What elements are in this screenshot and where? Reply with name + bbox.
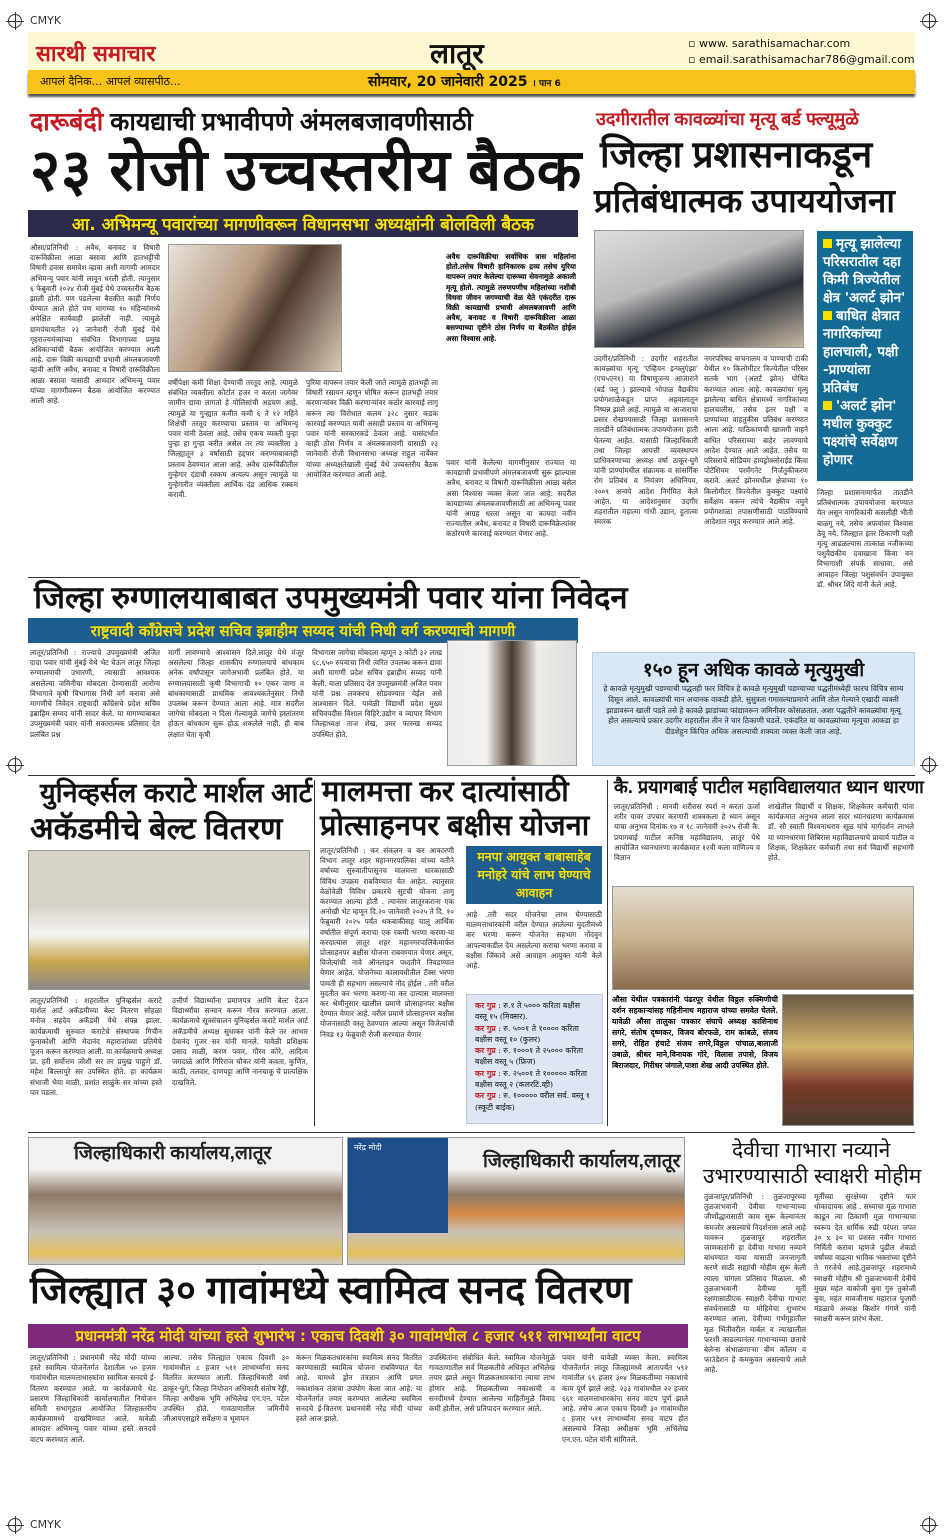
registration-mark-icon <box>8 1518 22 1532</box>
issue-date: सोमवार, 20 जानेवारी 2025 । पान 6 <box>368 74 561 90</box>
svamitva-col-1: लातूर/प्रतिनिधी : प्रधानमंत्री नरेंद्र मोदी यांच्या हस्ते स्वामित्व योजनेंतर्गत देशातील ५० हजार गावांमधील मालमत्ताधारकांना स्वामित्व सनदचे ई-वितरण करण्यात आले. या कार्यक्रमाचे थेट प्रसारण जिल्हाधिकारी कार्यालयातील नियोजन समिती सभागृहात आयोजित जिल्हास्तरीय कार्यक्रमामध्ये दाखविण्यात आले. यावेळी आमदार अभिमन्यू पवार यांच्या हस्ते सनदचे वाटप करण्यात आले. <box>30 1353 156 1444</box>
tax-group-item: कर गुप्र : रु.१ ते ५००० करिता बक्षीस वस्तू १५ (मिक्सर). <box>475 1001 581 1022</box>
karate-headline-2: अकॅडमीचे बेल्ट वितरण <box>30 811 283 846</box>
svamitva-col-4: उपस्थितांना संबोधित केले. स्वामित्व योजनेमुळे गावठाणातील सर्व मिळकतींचे अधिकृत अभिलेख तयार झाले असून मिळकतधारकांना त्याचा लाभ होणार आहे. मिळकतीच्या नकाशाची व सनदीमध्ये देण्यात आलेल्या माहितीमुळे विवाद कमी होतील, असे प्रतिपादन करण्यात आले. <box>429 1353 555 1414</box>
karate-col-2: उत्तीर्ण विद्यार्थ्यांना प्रमाणपत्र आणि बेल्ट देऊन विद्यार्थ्यांचा सन्मान करून गौरव करण्यात आला. कार्यक्रमाचे सूत्रसंचालन युनिव्हर्सल कराटे मार्शल आर्ट अकॅडमीचे अध्यक्ष सुधाकर यांनी केले तर आभार देवानंद गुजर सर यांनी मानले. यावेळी प्रशिक्षक प्रसाद माळी, करण पवार, गौरव कोरे, आदित्य जगदाळे आणि गिरिराज चौकर यांनी कवता, कुणिंत, काठी, तलवार, दाणपट्टा आणि नानचाकू चे प्रात्यक्षिक दाखविले. <box>172 996 308 1087</box>
registration-mark-icon <box>8 14 22 28</box>
liquor-kicker: दारूबंदी कायद्याची प्रभावीपणे अंमलबजावणीसाठी <box>30 108 473 136</box>
tax-group-item: कर गुप्र : रु. १००००० वरील सर्व. वस्तू १ (स्कूटी बाईक) <box>475 1091 590 1112</box>
registration-mark-icon <box>922 758 936 772</box>
tax-callout-box: मनपा आयुक्त बाबासाहेब मनोहरे यांचे लाभ घेण्याचे आवाहन <box>466 846 602 904</box>
crow-box-headline: १५० हून अधिक कावळे मृत्युमुखी <box>642 660 865 681</box>
tax-col-1: लातूर/प्रतिनिधी : कर संकलन व कर आकारणी विभाग लातूर शहर महानगरपालिका यांच्या वतीने वर्षाच्या सुरुवातीपासूनच मालमत्ता धारकासाठी विविध उपक्रम राबविण्यात येत आहेत. त्यानुसार वेळोवेळी विविध प्रकारचे सुटची योजना लागू करण्यात आल्या होती . त्यानंतर लातूरकराना एक अनोखी भेट म्हणून दि.२० जानेवारी २०२५ ते दि. १० फेब्रुवारी २०२५ पर्यंत थकबाकीसह चालू आर्थिक वर्षातील संपूर्ण कराचा एक रकमी भरणा करणा-या करदात्यास लातूर शहर महानगरपालिकेमार्फत प्रोत्साहनपर बक्षीस योजना राबवण्यात येणार असून, विजेत्यांची नावे ऑनलाइन पध्दतीने निवडण्यात येणार आहेत. योजनेच्या कालावधीतील टॅक्स भरणा पावती ही सहभाग असल्याचे नोंद होईल . तरी वरील मुदतीत कर भरणा करणा-या कर दात्यास मालमत्ता कर श्रेणीनुसार खालील प्रमाणे प्रोत्साहनपर बक्षीस देण्यात येणार आहे. वरील प्रमाणे प्रोत्साहनपर बक्षीस योजनासाठी वस्तू ठेवण्यात आल्या असून विजेत्यांची निवड १३ फेब्रुवारी रोजी करण्यात येणार <box>320 846 454 1039</box>
photo-banner-text: जिल्हाधिकारी कार्यालय,लातूर <box>483 1151 681 1172</box>
divider <box>28 1132 915 1133</box>
tax-headline-2: प्रोत्साहनपर बक्षीस योजना <box>320 810 590 842</box>
column-divider <box>314 780 315 1126</box>
temple-col-1: तुळजापूर/प्रतिनिधी : तुळजापूरच्या तुळजाभवानी देवीचा गाभाऱ्याच्या जीर्णोद्धारासाठी काम सुरू केल्यानंतर कमजोर असल्याचे निदर्शनास आले आहे यावरून तुळजापूर शहरातील जाणकारांनी हा देवीचा गाभारा नव्याने बांधण्यात यावा यासाठी जनजागृती करणे साठी सह्यांची मोहीम सुरू केली त्याला चांगला प्रतिसाद मिळाला. श्री तुळजाभवानी देवीच्या मूर्ती रक्षणासाठीएक स्वाक्षरी देवीचा गाभारा संवर्धनासाठी या मोहिमेचा शुभारंभ करण्यात आला. देवीच्या गर्भगृहातील मूळ भिंतीवरील मार्बल व त्याखालील फरशी काढल्यानंतर गाभाऱ्याच्या छताचे बेलेन्स संभाळणाऱ्या बीम कॉलम व फाउंडेशन हे कमकुवत असल्याचे आले आहे. <box>704 1192 806 1375</box>
crow-col-1: उदगीर/प्रतिनिधी : उदगीर शहरातील कावळ्यांचा मृत्यू 'एव्हियन इन्फ्लुएंझा' (एच५एन१) या विषाणूजन्य आजाराने (बर्ड फ्लू ) झाल्याचे भोपाळ वैद्यकीय प्रयोगशाळेकडून प्राप्त अहवालातून निष्पन्न झाले आहे. त्यामुळे या आजाराचा प्रसार रोखण्यासाठी जिल्हा प्रशासनाने तातडीने प्रतिबंधात्मक उपाययोजना हाती घेतल्या आहेत. यासाठी जिल्हाधिकारी तथा जिल्हा आपत्ती व्यवस्थापन प्राधिकरणाच्या अध्यक्ष वर्षा ठाकूर-घुगे यांनी प्राण्यांमधील संक्रामक व सांसर्गिक रोग प्रतिबंध व नियंत्रण अधिनियम, २००९ अन्वये आदेश निर्गमित केले आहेत. या आदेशानुसार उदगीर शहरातील महात्मा गांधी उद्यान, हुतात्मा स्मारक <box>594 354 698 527</box>
svamitva-col-5: पवार यांनी यावेळी व्यक्त केला. स्वामित्व योजनेंतर्गत लातूर जिल्ह्यामध्ये आतापर्यंत ५९२ गावांतील ६९ हजार ३०४ मिळकतींच्या नकाशाचे काम पूर्ण झाले आहे. २३३ गावांमधील २२ हजार ६६१ मालमत्ताधारकांना सनद वाटप पूर्ण झाले आहे. तसेच आज एकाच दिवशी ३० गावांमधील ८ हजार ५११ लाभार्थ्यांना सनद वाटप होत असल्याचे जिल्हा अधीक्षक भूमि अभिलेख एन.एन. पटेल यांनी सांगितले. <box>562 1353 688 1444</box>
tax-group-item: कर गुप्र : रु. ५००१ ते १०००० करिता बक्षीस वस्तू १० (कुलर) <box>475 1023 579 1044</box>
karate-headline-1: युनिव्हर्सल कराटे मार्शल आर्ट <box>40 778 313 808</box>
photo-banner-text: जिल्हाधिकारी कार्यालय,लातूर <box>74 1143 272 1164</box>
college-col-2: शाखेतील विद्यार्थी व शिक्षक, शिक्षकेतर कर्मचारी यांना कार्यक्रमात अनुभव आला सदर ध्यानधारणा कार्यक्रमास डॉ. सौ स्वाती विश्वनाथराव सूळ यांचे मार्गदर्शन लाभले या ध्यानधारणा शिबिरास महाविद्यालयाचे प्राचार्य पाटील व शिक्षक, शिक्षकेतर कर्मचारी तथा सर्व विद्यार्थी सहभागी होते. <box>768 802 914 863</box>
hospital-photo <box>447 640 577 766</box>
email-link[interactable]: email.sarathisamachar786@gmail.com <box>698 53 915 66</box>
liquor-subhead: आ. अभिमन्यू पवारांच्या मागणीवरून विधानसभा अध्यक्षांनी बोलविली बैठक <box>28 210 578 237</box>
cmyk-mark-top: CMYK <box>30 14 62 27</box>
svamitva-col-2: आल्या. तसेच जिल्ह्यात एकाच दिवशी ३० गावांमधील ८ हजार ५११ लाभार्थ्यांना सनद वितरित करण्यात आली. जिल्हाधिकारी वर्षा ठाकूर-घुगे, जिल्हा नियोजन अधिकारी संतोष रेड्डी, जिल्हा अधीक्षक भूमि अभिलेख एन.एन. पटेल उपस्थित होते. गावठाणातील जमिनींचे जीआयएसद्वारे सर्वेक्षण व भूमापन <box>163 1353 289 1424</box>
hospital-col-3: विभागास जागेचा मोबदला म्हणून ३ कोटी ३२ लाख ६८,६५० रुपयाचा निधी त्वरित उपलब्ध करून द्यावा अशी मागणी प्रदेश सचिव इब्राहीम सय्यद यांनी केली. याला प्रतिसाद देत उपमुख्यमंत्री अजित पवार यांनी प्रश्न लवकरच सोडवण्यात येईल असे आश्वासन दिले. यावेळी विद्यार्थी प्रदेश मुख्य सचिवपदीस विशाल विहिरे,उद्योग व व्यापार विभाग जिल्हाध्यक्ष ताज शेख, उमर फारुख सय्यद उपस्थित होते. <box>312 648 442 739</box>
college-photo <box>612 886 914 990</box>
svamitva-subhead: प्रधानमंत्री नरेंद्र मोदी यांच्या हस्ते शुभारंभ : एकाच दिवशी ३० गावांमधील ८ हजार ५११ लाभार्थ्यांना वाटप <box>28 1324 688 1348</box>
karate-col-1: लातूर/प्रतिनिधी : शहरातील युनिव्हर्सल कराटे मार्शल आर्ट अकॅडमीच्या बेल्ट वितरण सोहळा मनोज सहदेव अकॅडमी येथे संपन्न झाला. कार्यक्रमाची सुरुवात कराटेचे संस्थापक गिचीन फुनाकोशी आणि मेदानंद महाराजांच्या प्रतिमेचे पूजन करून करण्यात आली. या कार्यक्रमाचे अध्यक्ष प्रा. हरी सर्वोत्तम जोशी सर तर प्रमुख पाहुणे डॉ. महेश बिल्लापुरे सर उपस्थित होते. हा कार्यक्रम संभाजी भैया माळी, प्रशांत साळुंके सर यांच्या हस्ते पार पडला. <box>30 996 162 1097</box>
crow-headline-1: जिल्हा प्रशासनाकडून <box>600 134 873 175</box>
tax-group-item: कर गुप्र : रु. १०००१ ते २५००० करिता बक्षीस वस्तू ५ (फ्रिज) <box>475 1046 584 1067</box>
svamitva-col-3: करून मिळकतधारकांना स्वामित्व सनद वितरित करण्यासाठी स्वामित्व योजना राबविण्यात येत आहे. यामध्ये ड्रोन तंत्रज्ञान आणि प्रगत नकाशांकन तंत्राचा उपयोग केला जात आहे. या योजनेंतर्गत तयार करण्यात आलेल्या स्वामित्व सनदचे ई-वितरण प्रधानमंत्री नरेंद्र मोदी यांच्या हस्ते आज झाले. <box>296 1353 422 1424</box>
newspaper-logo: सारथी समाचार <box>36 41 156 67</box>
column-divider <box>607 780 608 1126</box>
highlight-item: मृत्यू झालेल्या परिसरातील दहा किमी त्रिज्येतील क्षेत्र 'अलर्ट झोन' <box>823 236 906 306</box>
temple-headline-2: उभारण्यासाठी स्वाक्षरी मोहीम <box>703 1165 922 1188</box>
liquor-col-3: पुरिया वापरून तयार केली जाते त्यामुळे हातभट्टी ला विषारी रसायन म्हणून घोषित करून हातभट्टी तयार करणाऱ्यांवर विक्री करणाऱ्यांवर कठोर कारवाई लागू करून त्या विरोधात कलम ३२८ नुसार कडक कारवाई करण्यात यावी असाही प्रस्ताव या अभिमन्यू पवार यांनी सरकारकडे ठेवला आहे. यासंदर्भात काही ठोस निर्णय व अंमलबजावणी यासाठी २३ जानेवारी रोजी विधानसभा अध्यक्ष राहुल नार्वेकर यांच्या अध्यक्षतेखाली मुंबई येथे उच्चस्तरीय बैठक आयोजित करण्यात आली आहे. <box>306 378 438 479</box>
svamitva-headline: जिल्ह्यात ३० गावांमध्ये स्वामित्व सनद वितरण <box>30 1270 632 1312</box>
hospital-col-2: मार्गी लावण्याचे आश्वासन दिले.लातूर येथे मंजूर असलेल्या जिल्हा शासकीय रुग्णालयाचे बांधकाम अनेक वर्षांपासून जागेअभावी प्रलंबित होते. या रुग्णालयासाठी कृषी विभागाची १० एकर जागा व बांधकामासाठी प्राथमिक आवश्यकतेनुसार निधी उपलब्ध करून देण्यात आला आहे. मात्र सदरील जागेचा मोबदला न दिला गेल्यामुळे जागेचे हस्तांतरण होऊन बांधकाम सुरू होऊ शकलेले नाही. ही बाब लक्षात घेता कृषी <box>168 648 304 739</box>
crow-headline-2: प्रतिबंधात्मक उपाययोजना <box>594 182 895 219</box>
highlight-item: 'अलर्ट झोन' मधील कुक्कुट पक्ष्यांचे सर्वेक्षण होणार <box>823 398 898 468</box>
tax-group-item: कर गुप्र : रु. २५००१ ते १००००० करिता बक्षीस वस्तू २ (कलरटि.व्ही) <box>475 1068 588 1090</box>
crow-highlights-box <box>817 231 913 481</box>
hospital-headline: जिल्हा रुग्णालयाबाबत उपमुख्यमंत्री पवार यांना निवेदन <box>34 580 628 615</box>
liquor-headline: २३ रोजी उच्चस्तरीय बैठक <box>30 138 583 203</box>
crow-col-2: नगरपरिषद वाचनालय व पाण्याची टाकी येथील १० किलोमीटर त्रिज्येतील परिसर सतर्क भाग (अलर्ट झोन) घोषित करण्यात आला आहे. कावळ्यांचा मृत्यू झालेल्या बाधित क्षेत्रामध्ये नागरिकांच्या हालचालीस, तसेच इतर पक्षी व प्राण्यांच्या वाहतुकीस प्रतिबंध करण्यात आला आहे. याठिकाणची खाजगी वाहने बाधित परिसराच्या बाहेर लावण्याचे आदेश देण्यात आले आहेत. तसेच या परिसराचे सोडियम हायड्रोक्लोराईड किंवा पोटॅशियम परमँगनेट निर्जंतुकीकरण करावे. अलर्ट झोनमधील क्षेत्राच्या १० किलोमीटर त्रिज्येतील कुक्कुट पक्ष्यांचे सर्वेक्षण करून त्यांचे वैद्यकीय नमुने प्रयोगशाळा तपासणीसाठी पाठविण्याचे आदेशात नमूद करण्यात आले आहे. <box>704 354 808 527</box>
liquor-col-2: वर्षीपेक्षा कमी शिक्षा देण्याची तरतूद आहे. त्यामुळे संबंधित व्यक्तीला कोर्टात हजर न करता जागेवर जामीन द्यावा लागतो हे पोलिसांची अडचण आहे. त्यामुळे या गुन्ह्यात कमीत कमी ६ ते १२ महिने शिक्षेची तरतूद करण्याचा प्रस्ताव या अभिमन्यू पवार यांनी ठेवला आहे. तसेच एकच व्यक्ती पुन्हा पुन्हा हा गुन्हा करीत असेल तर त्या व्यक्तीला ३ जिल्ह्यातून ३ वर्षांसाठी हद्दपार करण्याबाबतही प्रस्ताव ठेवण्यात आला आहे. अवैध दारूविक्रीतील गुन्हेगार दंडाची रक्कम अत्यल्प असून त्यामुळे या गुन्हेगारीत व्यक्तीला आर्थिक दंड आधिक रक्कम करावी. <box>168 378 298 500</box>
crow-photo <box>594 230 804 348</box>
highlight-item: बाधित क्षेत्रात नागरिकांच्या हालचाली, पक्षी -प्राण्यांला प्रतिबंध <box>823 308 900 396</box>
tax-headline-1: मालमत्ता कर दात्यांसाठी <box>322 776 569 808</box>
divider <box>28 577 580 578</box>
temple-visit-photo <box>782 994 914 1126</box>
temple-headline-1: देवीचा गाभारा नव्याने <box>732 1139 891 1162</box>
college-caption: औसा येथील पत्रकारांनी पंढरपूर येथील विठ्ठल रुक्मिणीची दर्शन सहकाऱ्यांसह गहिनीनाथ महाराज यांच्या समवेत घेतले. यावेळी औसा तालुका पत्रकार संघाचे अध्यक्ष काशिनाथ सगरे, संतोष दृष्णकर, विजय बोरफळे, राम कांबळे, संजय सगरे, रोहित हंचाटे संजय सगरे,विठ्ठल पांचाळ,बालाजी उबाळे, श्रीधर माने,विनायक गोरे, विलास तपासे, विजय बिराजदार, गिरीधर जंगाले,पाशा शेख आदी उपस्थित होते. <box>612 995 778 1070</box>
college-headline: कै. प्रयागबाई पाटील महाविद्यालयात ध्यान धारणा <box>614 777 924 797</box>
college-col-1: लातूर/प्रतिनिधी : मानवी शरीरास स्पर्श न करता ऊर्जा शरीर यावर उपचार करणारी शास्त्रकला हे ध्यान असून याचा अनुभव दिनांक १७ व १८ जानेवारी २०२५ रोजी कै. प्रयागबाई पाटील कनिष्ठ महाविद्यालय, लातूर येथे आयोजित ध्यानधारणा कार्यक्रमात १२वी कला वाणिज्य व विज्ञान <box>614 802 760 863</box>
photo-banner-text: नरेंद्र मोदी <box>354 1143 382 1152</box>
tax-col-2: आहे .तरी सदर योजनेचा लाभ घेण्यासाठी मालमत्ताधारकांनी वरील देण्यात आलेल्या मुदतीमध्ये कर भरणा करून योजनेत सहभाग नोंदवुन आपल्याकडील देय असलेल्या कराचा भरणा करावा व बक्षीस जिंकावे असे आवाहन आयुक्त यांनी केले आहे. <box>466 910 602 971</box>
temple-col-2: मूर्तीच्या सुरक्षेच्या दृष्टीने फार धोकादायक आहे . सध्याचा मूळ गाभारा काढून त्या ठिकाणी मूळ गाभाऱ्याचा स्वरूप देत धार्मिक रुढी परंपरा जपत ३० x ३० चा प्रशस्त नवीन गाभारा निर्मिती करावा म्हणजे पुढील शेकडो वर्षांच्या वाढत्या भाविक भक्तांच्या दृष्टीने ते गरजेचे आहे.तुळजापूर शहरामध्ये स्वाक्षरी मोहीम श्री तुळजाभवानी देवीचे मुख्य महंत वाकोजी बुवा गुरु तुकोजी बुवा, महंत मावजीनाथ महाराज पुजारी मंडळाचे अध्यक्ष किशोर गंगणे यांनी स्वाक्षरी करून प्रारंभ केला. <box>814 1192 916 1324</box>
svamitva-photo-2 <box>347 1137 685 1265</box>
liquor-col-4: अवैध दारूविक्रीचा सर्वाधिक त्रास महिलांना होतो.तसेच विषारी हानिकारक द्रव्य तसेच युरिया वापरून तयार केलेल्या दारूच्या सेवनामुळे अकाली मृत्यू होतो. त्यामुळे तरुणपणीच महिलांच्या नशीबी विधवा जीवन जगण्याची वेळ येते एकंदरीत दारू विक्री कायद्याची प्रभावी अंमलबजावणी आणि अवैध, बनावट व विषारी दारूविक्रीला आळा बसण्याच्या दृष्टीने ठोस निर्णय या बैठकीत होईल असा विश्वास आहे. <box>446 252 576 343</box>
crow-col-3: जिल्हा प्रशासनामार्फत तातडीने प्रतिबंधात्मक उपाययोजना करण्यात येत असून नागरिकांनी कसलीही भीती बाळगू नये, तसेच अफवांवर विश्वास ठेवू नये. जिल्ह्यात इतर ठिकाणी पक्षी मृत्यू आढळल्यास तात्काळ नजीकच्या पशुवैद्यकीय दवाखाना किंवा वन विभागाशी संपर्क साधावा, असे आवाहन जिल्हा पशुसंवर्धन उपायुक्त डॉ. श्रीधर शिंदे यांनी केले आहे. <box>817 488 913 589</box>
contact-info: ▫ www. sarathisamachar.com ▫ email.sarathisamachar786@gmail.com <box>688 37 915 66</box>
karate-photo <box>28 850 310 990</box>
liquor-col-1: औसा/प्रतिनिधी : अवैध, बनावट व विषारी दारूविक्रीला आळा बसावा आणि हातभट्टीची विषारी द्रवास समावेश व्हावा अशी मागणी आमदार अभिमन्यू पवार यांनी लावून धरली होती. त्यानुसार ६ फेब्रुवारी २०२४ रोजी मुंबई येथे उच्चस्तरीय बैठक झाली होती. पण पडलेल्या बैठकीत काही निर्णय घेण्यात आले होते पण मागच्या १० महिन्यांमध्ये अपेक्षित कार्यवाही झालेली नाही. त्यामुळे ग्रामपंचायतीत २३ जानेवारी रोजी मुंबई येथे गृहराज्यमंत्र्यांच्या संबंधित विभागाच्या प्रमुख अधिकाऱ्यांची बैठक आयोजित करण्यात आली आहे. दारू विक्री कायद्याची प्रभावी अंमलबजावणी व्हावी आणि अवैध, बनावट व विषारी दारूविक्रीला आळा बसावा यासाठी आमदार अभिमन्यू पवार यांच्या मागणीवरून बैठक आयोजित करण्यात आली आहे. <box>30 243 160 406</box>
cmyk-mark-bottom: CMYK <box>30 1518 62 1531</box>
edition-city: लातूर <box>430 37 484 70</box>
page-number: । पान 6 <box>532 79 561 89</box>
crow-kicker: उदगीरातील कावळ्यांचा मृत्यू बर्ड फ्ल्यूमुळे <box>596 109 859 129</box>
crow-info-box <box>592 652 915 766</box>
liquor-col-5: पवार यांनी केलेल्या मागणीनुसार राज्यात या कायद्याची प्रभावीपणे अंमलबजावणी सुरू झाल्यास अवैध, बनावट व विषारी दारूविक्रीला आळा बसेल असा विश्वास व्यक्त केला जात आहे. सदरील कायद्याच्या अंमलबजावणीसाठी आ अभिमन्यू पवार यांनी आग्रह धरला असून या कायदा नवीन राज्यातील अवैध, बनावट व विषारी दारूविक्रेत्यांवर कठोरपणे कारवाई करण्यात येणार आहे. <box>446 458 576 539</box>
liquor-photo <box>168 244 342 372</box>
svamitva-photo-1 <box>28 1137 343 1265</box>
tax-groups-box <box>466 994 603 1124</box>
registration-mark-icon <box>8 758 22 772</box>
registration-mark-icon <box>922 14 936 28</box>
registration-mark-icon <box>922 1518 936 1532</box>
crow-box-text: हे कावळे मृत्युमुखी पडण्याची पद्धतही फार विचित्र हे कावळे मृत्युमुखी पडण्याच्या पद्धतीमध्येही फारच विचित्र साम्य दिसून आले. कावळ्यांची मान अचानक वाकडी होते. सुसुत्रता गमावल्याप्रमाणे आणि तोल गेल्याने एखादी व्यक्ती झाडावरून खाली पडते तसे हे कावळे झाडांच्या फांद्यावरून जमिनीवर कोसळतात. अशा पद्धतीने कावळ्यांचा मृत्यू होत असल्याचे प्रकार उदगीर शहरातील तीन ते चार ठिकाणी घडले. एकंदरित या कावळ्यांच्या मृत्यूचा आकडा हा दीडशेहून किंचित अधिक असल्याची शक्यता व्यक्त केली जात आहे. <box>603 684 904 737</box>
hospital-col-1: लातूर/प्रतिनिधी : राज्याचे उपमुख्यमंत्री अजित दादा पवार यांची मुंबई येथे भेट घेऊन लातूर जिल्हा रुग्णालयाची उभारणी, त्यासाठी आवश्यक असलेल्या जमिनीचा मोबदला देण्यासाठी आरोग्य विभागाने कृषी विभागास निधी वर्ग करावा असे मागणीचे निवेदन राष्ट्रवादी काँग्रेसचे प्रदेश सचिव इब्राहिम सय्यद यांनी सादर केले. या मागण्याबाबत उपमुख्यमंत्री पवार यांनी सकारात्मक प्रतिसाद देत प्रलंबित प्रश्न <box>30 648 160 739</box>
website-link[interactable]: www. sarathisamachar.com <box>698 37 851 50</box>
tagline: आपलं दैनिक... आपलं व्यासपीठ... <box>40 75 181 88</box>
hospital-subhead: राष्ट्रवादी काँग्रेसचे प्रदेश सचिव इब्राहीम सय्यद यांची निधी वर्ग करण्याची मागणी <box>28 618 578 643</box>
